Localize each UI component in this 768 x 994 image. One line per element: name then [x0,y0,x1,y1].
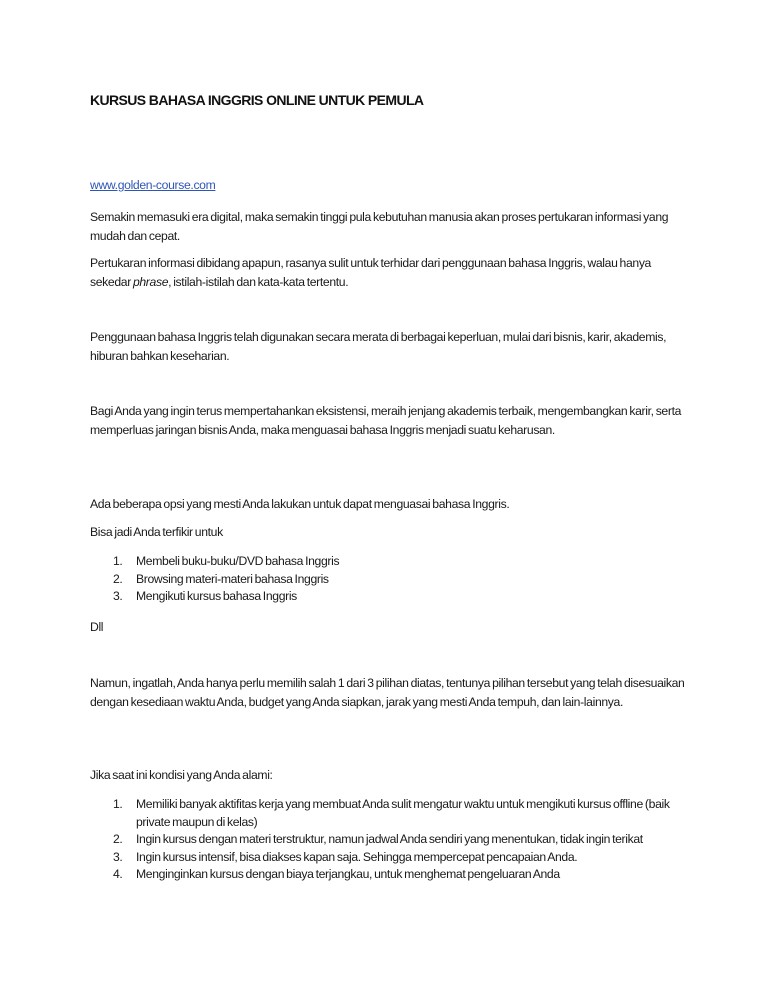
paragraph-2 [90,254,690,292]
list-item-number: 3. [113,589,123,603]
list-item-number: 4. [113,867,123,881]
paragraph-1: Semakin memasuki era digital, maka semakin tinggi pula kebutuhan manusia akan proses pertukaran informasi yang mudah dan cepat. [90,210,669,243]
paragraph-7: Namun, ingatlah, Anda hanya perlu memilih salah 1 dari 3 pilihan diatas, tentunya pilihan tersebut yang telah disesuaikan dengan kesediaan waktu Anda, budget yang Anda siapkan, jarak yang mesti Anda tempuh, dan lain-lainnya. [90,676,685,709]
list-item-text: Membeli buku-buku/DVD bahasa Inggris [136,554,340,568]
list-item-number: 2. [113,571,123,586]
list-item [90,588,690,606]
list-item-text: Ingin kursus dengan materi terstruktur, namun jadwal Anda sendiri yang menentukan, tidak ingin terikat [136,832,643,846]
paragraph-2-text-a: Pertukaran informasi dibidang apapun, rasanya sulit untuk terhidar dari penggunaan bahasa Inggris, walau hanya sekedar [90,256,651,289]
paragraph-2-text-b: , istilah-istilah dan kata-kata tertentu. [168,275,349,289]
list-item [90,831,690,849]
condition-list [90,796,690,884]
list-item-number: 2. [113,832,123,846]
list-item-number: 1. [113,797,123,811]
list-item-text: Ingin kursus intensif, bisa diakses kapan saja. Sehingga mempercepat pencapaian Anda. [136,849,578,864]
paragraph-8: Jika saat ini kondisi yang Anda alami: [90,768,273,782]
list-item-number: 1. [113,554,123,568]
list-item-text: Mengikuti kursus bahasa Inggris [136,589,297,603]
dll-text: Dll [90,620,104,634]
list-item [90,796,690,831]
option-list [90,553,690,606]
paragraph-3: Penggunaan bahasa Inggris telah digunakan secara merata di berbagai keperluan, mulai dari bisnis, karir, akademis, hiburan bahkan keseharian. [90,330,667,363]
website-paragraph [90,176,690,195]
list-item-number: 3. [113,849,123,864]
document-title: KURSUS BAHASA INGGRIS ONLINE UNTUK PEMULA [90,92,424,108]
paragraph-5: Ada beberapa opsi yang mesti Anda lakukan untuk dapat menguasai bahasa Inggris. [90,497,510,511]
website-link[interactable]: www.golden-course.com [90,178,216,192]
list-item-text: Browsing materi-materi bahasa Inggris [136,571,329,586]
list-item [90,571,690,589]
list-item-text: Memiliki banyak aktifitas kerja yang membuat Anda sulit mengatur waktu untuk mengikuti kursus offline (baik private maupun di kelas) [136,797,670,829]
list-item-text: Menginginkan kursus dengan biaya terjangkau, untuk menghemat pengeluaran Anda [136,867,560,881]
list-item [90,866,690,884]
paragraph-4: Bagi Anda yang ingin terus mempertahankan eksistensi, meraih jenjang akademis terbaik, mengembangkan karir, serta memperluas jaringan bisnis Anda, maka menguasai bahasa Inggris menjadi suatu keharusan. [90,404,682,437]
paragraph-6: Bisa jadi Anda terfikir untuk [90,525,223,539]
list-item [90,849,690,867]
list-item [90,553,690,571]
paragraph-2-italic: phrase [132,275,169,289]
